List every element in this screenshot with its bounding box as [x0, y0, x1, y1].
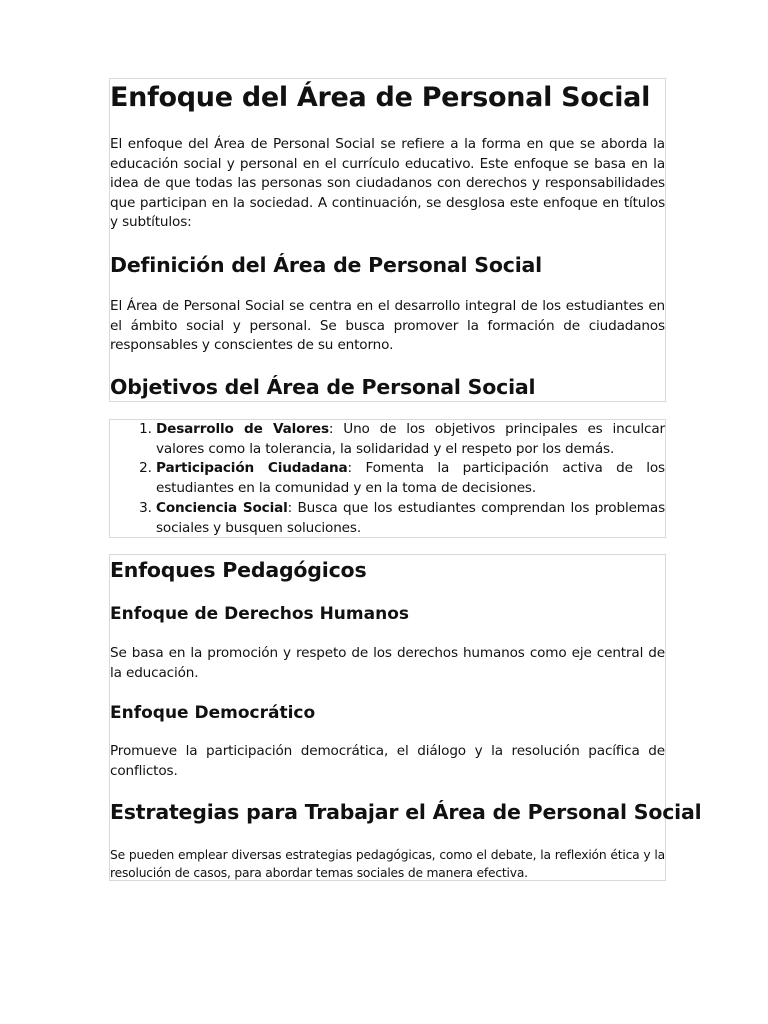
objective-term: Participación Ciudadana: [156, 460, 348, 477]
list-item: [156, 459, 665, 498]
objective-term: Desarrollo de Valores: [156, 421, 329, 437]
page-title: Enfoque del Área de Personal Social: [110, 82, 651, 113]
definition-heading: Definición del Área de Personal Social: [110, 253, 542, 277]
democratic-paragraph: Promueve la participación democrática, el diálogo y la resolución pacífica de conflictos.: [110, 743, 665, 779]
human-rights-paragraph: Se basa en la promoción y respeto de los derechos humanos como eje central de la educación.: [110, 645, 665, 681]
human-rights-heading: Enfoque de Derechos Humanos: [110, 604, 409, 624]
pedagogical-heading: Enfoques Pedagógicos: [110, 558, 367, 582]
intro-paragraph: El enfoque del Área de Personal Social se refiere a la forma en que se aborda la educación social y personal en el currículo educativo. Este enfoque se basa en la idea de que todas las personas son ciudadanos con derechos y responsabilidades que participan en la sociedad. A continuación, se desglosa este enfoque en títulos y subtítulos:: [110, 136, 665, 230]
section-pedagogical-box: [109, 554, 702, 881]
list-item: [156, 499, 665, 538]
list-item: [156, 420, 665, 459]
objective-term: Conciencia Social: [156, 499, 288, 516]
strategies-paragraph: Se pueden emplear diversas estrategias pedagógicas, como el debate, la reflexión ética y la resolución de casos, para abordar temas sociales de manera efectiva.: [110, 848, 665, 880]
objectives-list-box: [109, 419, 666, 538]
objectives-list: [110, 420, 665, 538]
strategies-heading: Estrategias para Trabajar el Área de Personal Social: [110, 800, 702, 824]
definition-paragraph: El Área de Personal Social se centra en el desarrollo integral de los estudiantes en el ámbito social y personal. Se busca promover la formación de ciudadanos responsables y conscientes de su entorno.: [110, 298, 665, 353]
section-intro-box: [109, 78, 666, 402]
objective-text: : Fomenta la participación activa de los estudiantes en la comunidad y en la toma de decisiones.: [156, 460, 665, 497]
objective-text: : Busca que los estudiantes comprendan los problemas sociales y busquen soluciones.: [156, 499, 665, 536]
objectives-heading: Objetivos del Área de Personal Social: [110, 375, 536, 399]
objective-text: : Uno de los objetivos principales es inculcar valores como la tolerancia, la solidaridad y el respeto por los demás.: [156, 421, 665, 457]
democratic-heading: Enfoque Democrático: [110, 703, 316, 723]
